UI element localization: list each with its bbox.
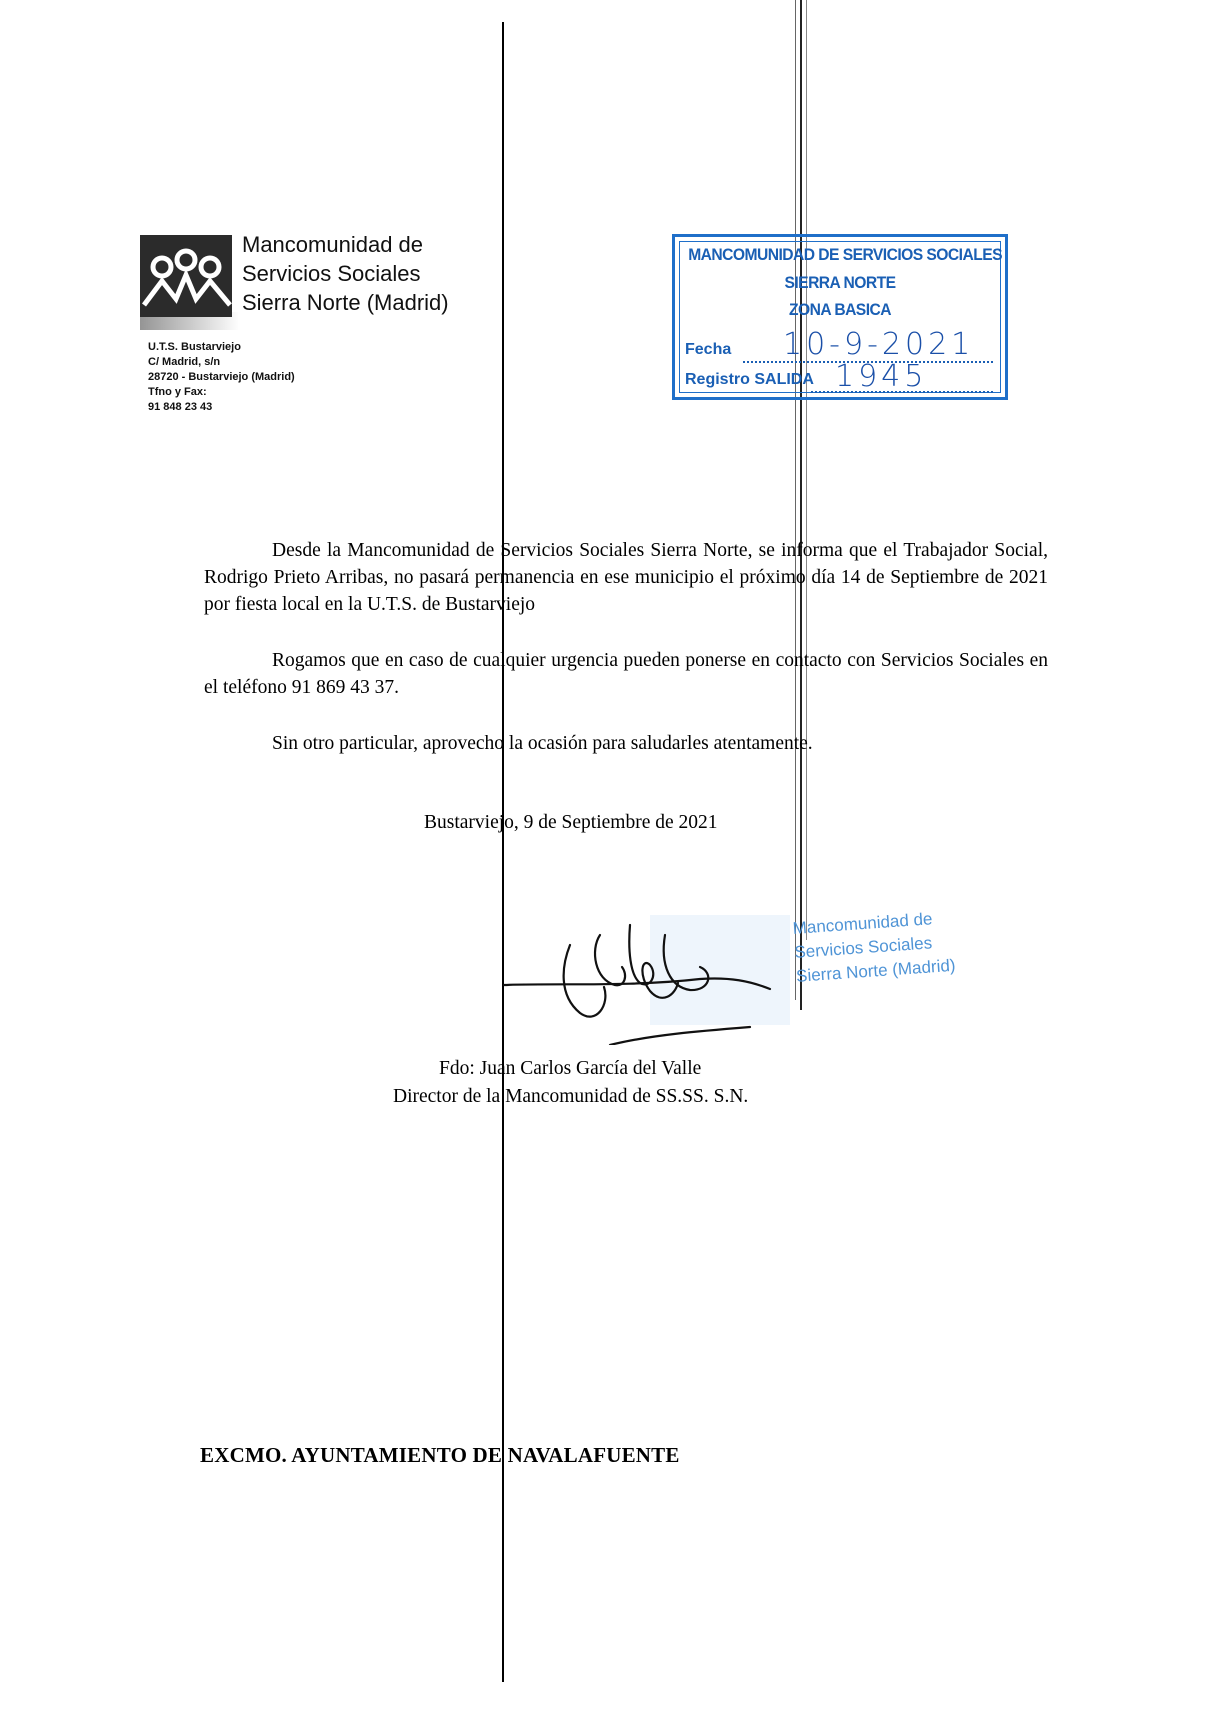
office-address xyxy=(148,340,295,415)
paragraph-3 xyxy=(204,730,1048,757)
logo-mark xyxy=(140,235,232,317)
signature-seal xyxy=(792,906,956,989)
scan-line-right-c xyxy=(806,0,807,940)
stamp-zone: ZONA BASICA xyxy=(789,300,891,319)
signer-role: Director de la Mancomunidad de SS.SS. S.N. xyxy=(393,1086,749,1107)
address-line-5: 91 848 23 43 xyxy=(148,401,213,413)
scan-line-left xyxy=(502,22,504,1682)
paragraph-1 xyxy=(204,537,1048,618)
stamp-registro-label: Registro SALIDA xyxy=(685,371,814,388)
address-line-3: 28720 - Bustarviejo (Madrid) xyxy=(148,371,295,383)
signer-name: Fdo: Juan Carlos García del Valle xyxy=(439,1058,702,1079)
organization-name xyxy=(242,230,449,317)
paragraph-3-text: Sin otro particular, aprovecho la ocasión para saludarles atentamente. xyxy=(272,733,813,754)
stamp-title: MANCOMUNIDAD DE SERVICIOS SOCIALES xyxy=(688,245,1002,264)
org-name-line-1: Mancomunidad de xyxy=(242,232,424,257)
logo-shadow xyxy=(140,312,240,330)
recipient: EXCMO. AYUNTAMIENTO DE NAVALAFUENTE xyxy=(200,1443,680,1467)
paragraph-2-text: Rogamos que en caso de cualquier urgencia pueden ponerse en contacto con Servicios Sociales en el teléfono 91 869 43 37. xyxy=(204,650,1048,698)
scan-line-right-b xyxy=(800,0,802,1010)
paragraph-2 xyxy=(204,647,1048,701)
seal-line-1: Mancomunidad de xyxy=(792,909,933,938)
stamp-fecha-value: 10-9-2021 xyxy=(783,327,975,362)
seal-line-3: Sierra Norte (Madrid) xyxy=(795,955,957,986)
people-logo-icon xyxy=(140,235,232,317)
address-line-4: Tfno y Fax: xyxy=(148,386,207,398)
signature-scribble xyxy=(500,895,800,1045)
registration-stamp xyxy=(672,234,1008,400)
stamp-subtitle: SIERRA NORTE xyxy=(784,273,896,292)
address-line-1: U.T.S. Bustarviejo xyxy=(148,341,241,353)
org-name-line-2: Servicios Sociales xyxy=(242,261,421,286)
stamp-fecha-label: Fecha xyxy=(685,341,732,358)
stamp-registro-value: 1945 xyxy=(835,359,928,394)
paragraph-1-text: Desde la Mancomunidad de Servicios Sociales Sierra Norte, se informa que el Trabajador Social, Rodrigo Prieto Arribas, no pasará permanencia en ese municipio el próximo día 14 de Septiembre de 2021 por fiesta local en la U.T.S. de Bustarviejo xyxy=(204,540,1048,615)
org-name-line-3: Sierra Norte (Madrid) xyxy=(242,290,449,315)
scan-line-right-a xyxy=(795,0,796,1000)
address-line-2: C/ Madrid, s/n xyxy=(148,356,221,368)
place-date: Bustarviejo, 9 de Septiembre de 2021 xyxy=(424,812,718,833)
seal-line-2: Servicios Sociales xyxy=(793,933,933,962)
